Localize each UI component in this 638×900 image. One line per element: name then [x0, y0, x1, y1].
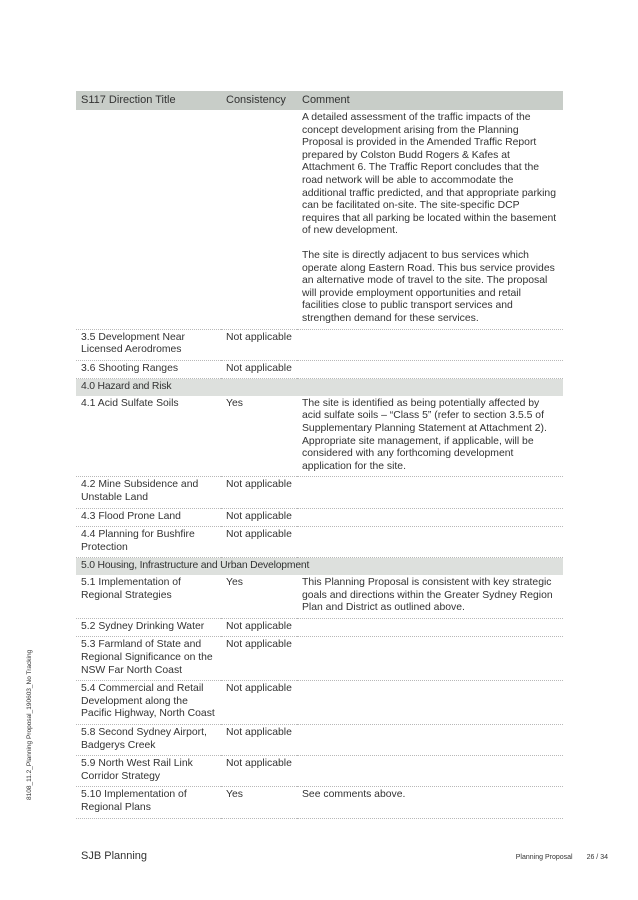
comment-cell — [297, 508, 563, 527]
direction-title-cell: 4.3 Flood Prone Land — [76, 508, 221, 527]
footer-meta — [516, 854, 608, 861]
direction-title-cell: 5.8 Second Sydney Airport, Badgerys Creek — [76, 724, 221, 755]
comment-cell — [297, 637, 563, 681]
header-comment: Comment — [297, 91, 563, 110]
comment-cell — [297, 360, 563, 379]
table-row — [76, 618, 563, 637]
footer-document-title: Planning Proposal — [515, 854, 573, 861]
table-row — [76, 110, 563, 329]
comment-cell — [297, 329, 563, 360]
table-body — [76, 110, 563, 818]
direction-title-cell: 5.10 Implementation of Regional Plans — [76, 787, 221, 818]
consistency-cell: Not applicable — [221, 637, 297, 681]
table-row — [76, 756, 563, 787]
direction-title-cell: 3.5 Development Near Licensed Aerodromes — [76, 329, 221, 360]
table-row — [76, 575, 563, 618]
consistency-cell: Not applicable — [221, 508, 297, 527]
direction-title-cell: 5.4 Commercial and Retail Development along the Pacific Highway, North Coast — [76, 681, 221, 725]
comment-paragraph: The site is identified as being potentially affected by acid sulfate soils – “Class 5” (refer to section 3.5.5 of Supplementary Planning Statement at Attachment 2). Appropriate site management, if applicable, will be considered with any forthcoming development application for the site. — [302, 397, 547, 472]
consistency-cell: Not applicable — [221, 360, 297, 379]
consistency-cell: Not applicable — [221, 618, 297, 637]
header-consistency: Consistency — [221, 91, 297, 110]
comment-paragraph: See comments above. — [302, 789, 406, 801]
consistency-cell: Not applicable — [221, 329, 297, 360]
table-row — [76, 508, 563, 527]
table-row — [76, 724, 563, 755]
consistency-cell: Yes — [221, 787, 297, 818]
table-row — [76, 637, 563, 681]
comment-cell — [297, 724, 563, 755]
comment-cell — [297, 110, 563, 329]
direction-title-cell: 5.1 Implementation of Regional Strategies — [76, 575, 221, 618]
table-row — [76, 329, 563, 360]
direction-title-cell — [76, 110, 221, 329]
comment-paragraph: The site is directly adjacent to bus services which operate along Eastern Road. This bus service provides an alternative mode of travel to the site. The proposal will provide employment opportunities and retail facilities close to public transport services and strengthen demand for these services. — [302, 249, 555, 324]
consistency-cell: Not applicable — [221, 527, 297, 558]
comment-cell — [297, 527, 563, 558]
header-direction-title: S117 Direction Title — [76, 91, 221, 110]
direction-title-cell: 5.2 Sydney Drinking Water — [76, 618, 221, 637]
section-heading-row — [76, 379, 563, 396]
section-heading-row — [76, 558, 563, 575]
s117-direction-table — [76, 91, 563, 819]
footer-company: SJB Planning — [81, 850, 148, 862]
section-heading: 4.0 Hazard and Risk — [76, 379, 563, 396]
direction-title-cell: 3.6 Shooting Ranges — [76, 360, 221, 379]
section-heading: 5.0 Housing, Infrastructure and Urban Development — [76, 558, 563, 575]
direction-title-cell: 4.1 Acid Sulfate Soils — [76, 396, 221, 477]
comment-cell — [297, 477, 563, 508]
table-header-row — [76, 91, 563, 110]
table-row — [76, 787, 563, 818]
table-row — [76, 477, 563, 508]
comment-cell — [297, 575, 563, 618]
table-row — [76, 396, 563, 477]
comment-cell — [297, 787, 563, 818]
document-reference-sidebar: 8108_11.2_Planning Proposal_190603_No Tracking — [26, 649, 33, 800]
comment-paragraph: A detailed assessment of the traffic impacts of the concept development arising from the Planning Proposal is provided in the Amended Traffic Report prepared by Colston Budd Rogers & Kafes at Attachment 6. The Traffic Report concludes that the road network will be able to accommodate the additional traffic predicted, and that appropriate parking can be facilitated on-site. The site-specific DCP requires that all parking be located within the basement of new development. — [302, 112, 557, 237]
comment-cell — [297, 756, 563, 787]
consistency-cell: Not applicable — [221, 724, 297, 755]
comment-cell — [297, 396, 563, 477]
comment-cell — [297, 681, 563, 725]
direction-title-cell: 4.2 Mine Subsidence and Unstable Land — [76, 477, 221, 508]
consistency-cell: Yes — [221, 575, 297, 618]
direction-title-cell: 5.9 North West Rail Link Corridor Strategy — [76, 756, 221, 787]
table-row — [76, 681, 563, 725]
footer-page-number: 26 / 34 — [586, 854, 608, 861]
direction-title-cell: 4.4 Planning for Bushfire Protection — [76, 527, 221, 558]
consistency-cell: Not applicable — [221, 477, 297, 508]
comment-paragraph: This Planning Proposal is consistent with key strategic goals and directions within the Greater Sydney Region Plan and District as outlined above. — [302, 577, 553, 614]
consistency-cell: Yes — [221, 396, 297, 477]
table-row — [76, 360, 563, 379]
table-row — [76, 527, 563, 558]
consistency-cell: Not applicable — [221, 681, 297, 725]
consistency-cell: Not applicable — [221, 756, 297, 787]
comment-cell — [297, 618, 563, 637]
direction-title-cell: 5.3 Farmland of State and Regional Significance on the NSW Far North Coast — [76, 637, 221, 681]
consistency-cell — [221, 110, 297, 329]
